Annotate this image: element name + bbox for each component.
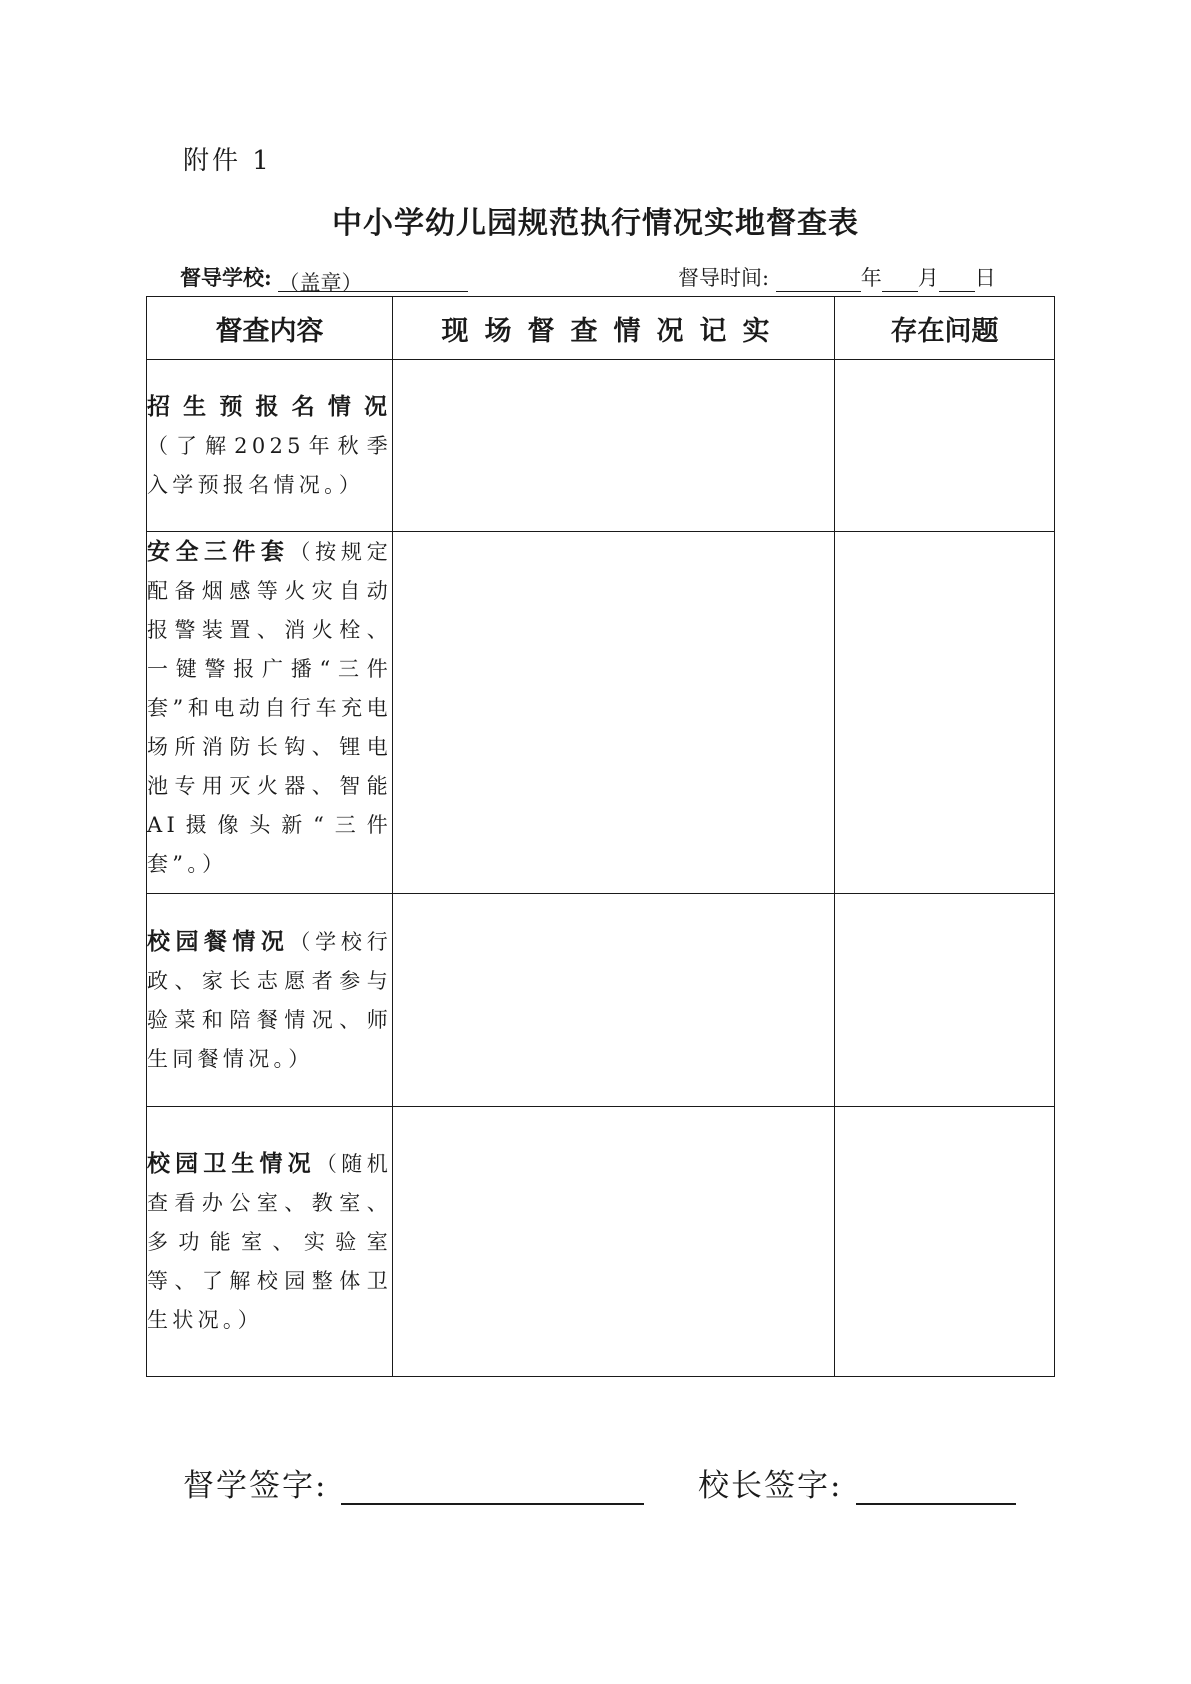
table-row: [147, 1107, 1055, 1377]
month-unit: 月: [917, 266, 939, 290]
row-desc: （随机查看办公室、教室、多功能室、实验室等、了解校园整体卫生状况。）: [147, 1151, 393, 1332]
table-row: [147, 894, 1055, 1107]
header-content: 督查内容: [147, 297, 393, 360]
issues-cell[interactable]: [835, 1107, 1055, 1377]
supervisor-sign-line[interactable]: [341, 1475, 644, 1505]
day-unit: 日: [974, 266, 996, 290]
issues-cell[interactable]: [835, 894, 1055, 1107]
row-content-cell: [147, 532, 393, 894]
supervisor-sign-label: 督学签字:: [183, 1468, 328, 1504]
row-title: 安全三件套: [147, 538, 290, 565]
table-header-row: [147, 297, 1055, 360]
seal-note: （盖章）: [278, 271, 363, 295]
principal-sign-line[interactable]: [856, 1475, 1016, 1505]
supervisor-signature: [183, 1460, 644, 1505]
row-title: 校园卫生情况: [147, 1149, 316, 1177]
year-blank[interactable]: [776, 267, 861, 292]
record-cell[interactable]: [393, 532, 835, 894]
school-label: 督导学校:: [180, 265, 272, 290]
record-cell[interactable]: [393, 894, 835, 1107]
month-blank[interactable]: [882, 267, 918, 292]
principal-signature: [698, 1460, 1016, 1505]
year-unit: 年: [860, 266, 882, 290]
page-title: 中小学幼儿园规范执行情况实地督查表: [332, 206, 859, 241]
row-desc: （按规定配备烟感等火灾自动报警装置、消火栓、一键警报广播“三件套”和电动自行车充电场所消防长钩、锂电池专用灭火器、智能AI摄像头新“三件套”。）: [147, 540, 392, 876]
header-record: 现场督查情况记实: [393, 297, 835, 360]
row-content-cell: [147, 360, 393, 532]
row-desc: （了解2025年秋季入学预报名情况。）: [147, 433, 392, 497]
issues-cell[interactable]: [835, 360, 1055, 532]
record-cell[interactable]: [393, 1107, 835, 1377]
school-blank[interactable]: [278, 267, 468, 295]
table-row: [147, 360, 1055, 532]
issues-cell[interactable]: [835, 532, 1055, 894]
principal-sign-label: 校长签字:: [698, 1468, 843, 1504]
header-issues: 存在问题: [835, 297, 1055, 360]
time-label: 督导时间:: [678, 266, 770, 290]
table-row: [147, 532, 1055, 894]
day-blank[interactable]: [939, 267, 975, 292]
row-title: 校园餐情况: [147, 927, 290, 955]
row-title: 招生预报名情况: [147, 392, 392, 420]
inspection-table: [146, 296, 1055, 1377]
school-field: [180, 262, 468, 295]
row-desc: （学校行政、家长志愿者参与验菜和陪餐情况、师生同餐情况。）: [147, 929, 392, 1071]
row-content-cell: [147, 1107, 393, 1377]
time-field: [678, 262, 996, 292]
row-content-cell: [147, 894, 393, 1107]
attachment-label: 附件 1: [183, 146, 272, 176]
record-cell[interactable]: [393, 360, 835, 532]
